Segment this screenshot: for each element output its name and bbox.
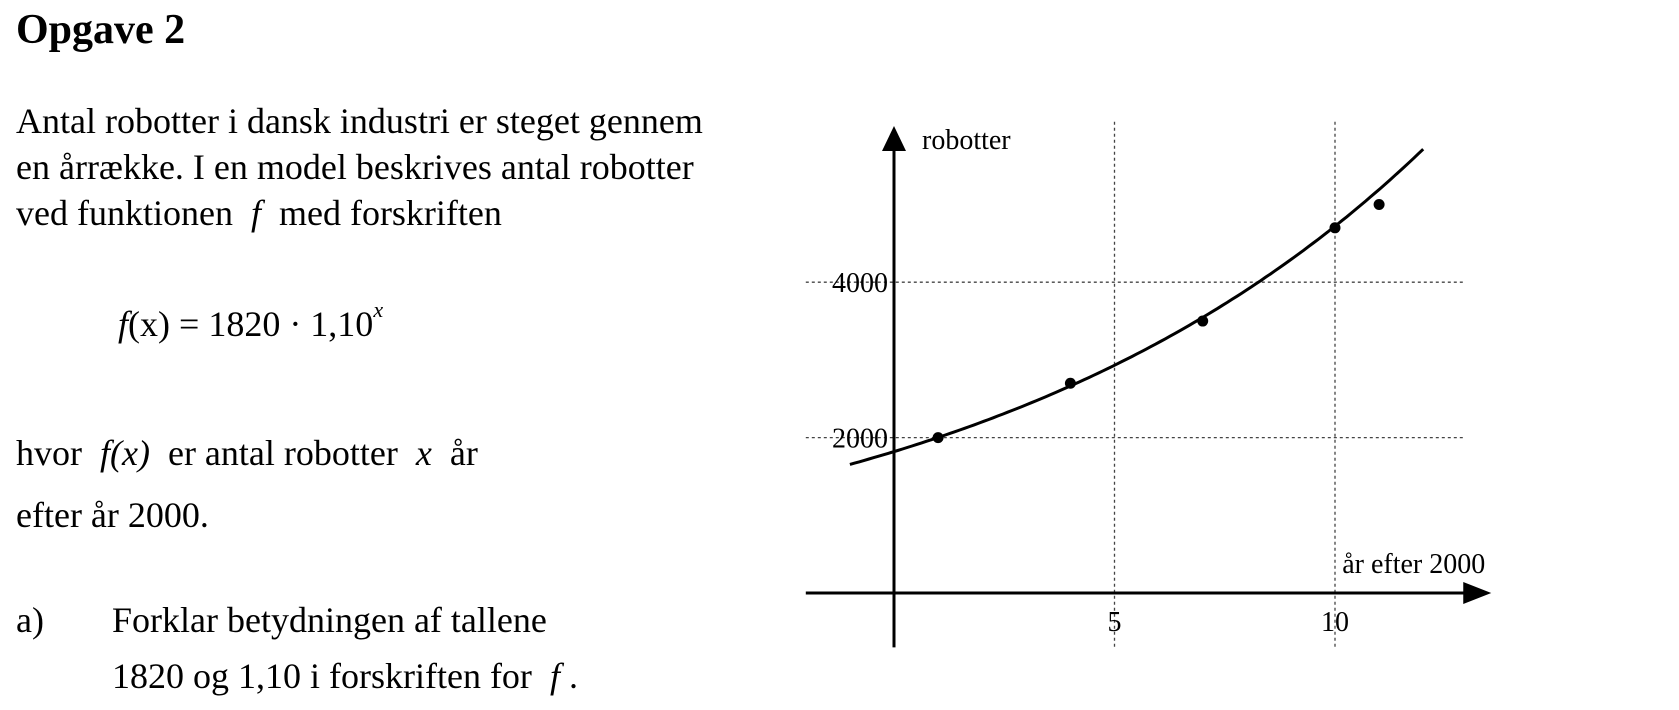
model-curve (850, 149, 1423, 464)
question-func-var: f (549, 656, 560, 696)
description-line-1 (16, 422, 716, 484)
y-tick-label: 2000 (832, 423, 888, 455)
x-tick-label: 5 (1107, 607, 1122, 638)
points-layer (933, 199, 1385, 443)
question-line-1: Forklar betydningen af tallene (112, 600, 547, 640)
exercise-title: Opgave 2 (16, 7, 186, 53)
variable-description (16, 422, 716, 546)
question-label: a) (16, 600, 44, 640)
intro-paragraph (16, 98, 816, 236)
description-line-2: efter år 2000. (16, 495, 209, 535)
data-point (1197, 316, 1208, 327)
intro-line-3 (16, 190, 816, 236)
y-axis-arrow (882, 126, 906, 151)
x-axis-arrow (1463, 582, 1491, 604)
curve-layer (850, 149, 1423, 464)
description-func: f(x) (100, 433, 150, 473)
formula-equals: = (179, 304, 200, 344)
y-axis-label: robotter (922, 125, 1011, 156)
description-var: x (415, 433, 432, 473)
data-point (933, 432, 944, 443)
function-variable: f (250, 193, 261, 233)
labels-layer (832, 125, 1485, 638)
question-line-2-suffix: . (568, 656, 578, 696)
question-text (112, 592, 578, 704)
data-point (1330, 222, 1341, 233)
question-line-2-prefix: 1820 og 1,10 i forskriften for (112, 656, 532, 696)
robot-growth-chart (832, 120, 1670, 705)
formula-func-name: f (118, 304, 129, 344)
description-prefix: hvor (16, 433, 82, 473)
intro-line-3-suffix: med forskriften (278, 193, 502, 233)
intro-line-3-prefix: ved funktionen (16, 193, 233, 233)
intro-line-1: Antal robotter i dansk industri er steget gennem (16, 101, 703, 141)
x-tick-label: 10 (1321, 607, 1349, 638)
formula-exponent: x (373, 297, 384, 322)
x-axis-label: år efter 2000 (1342, 549, 1486, 580)
function-formula (118, 297, 384, 345)
data-point (1374, 199, 1385, 210)
formula-argument: (x) (128, 304, 170, 344)
description-suffix: år (449, 433, 478, 473)
question-line-2 (112, 648, 578, 704)
description-mid: er antal robotter (167, 433, 398, 473)
formula-expression: 1820 · 1,10 (208, 304, 374, 344)
intro-line-2: en årrække. I en model beskrives antal robotter (16, 147, 694, 187)
data-point (1065, 378, 1076, 389)
y-tick-label: 4000 (832, 268, 888, 300)
